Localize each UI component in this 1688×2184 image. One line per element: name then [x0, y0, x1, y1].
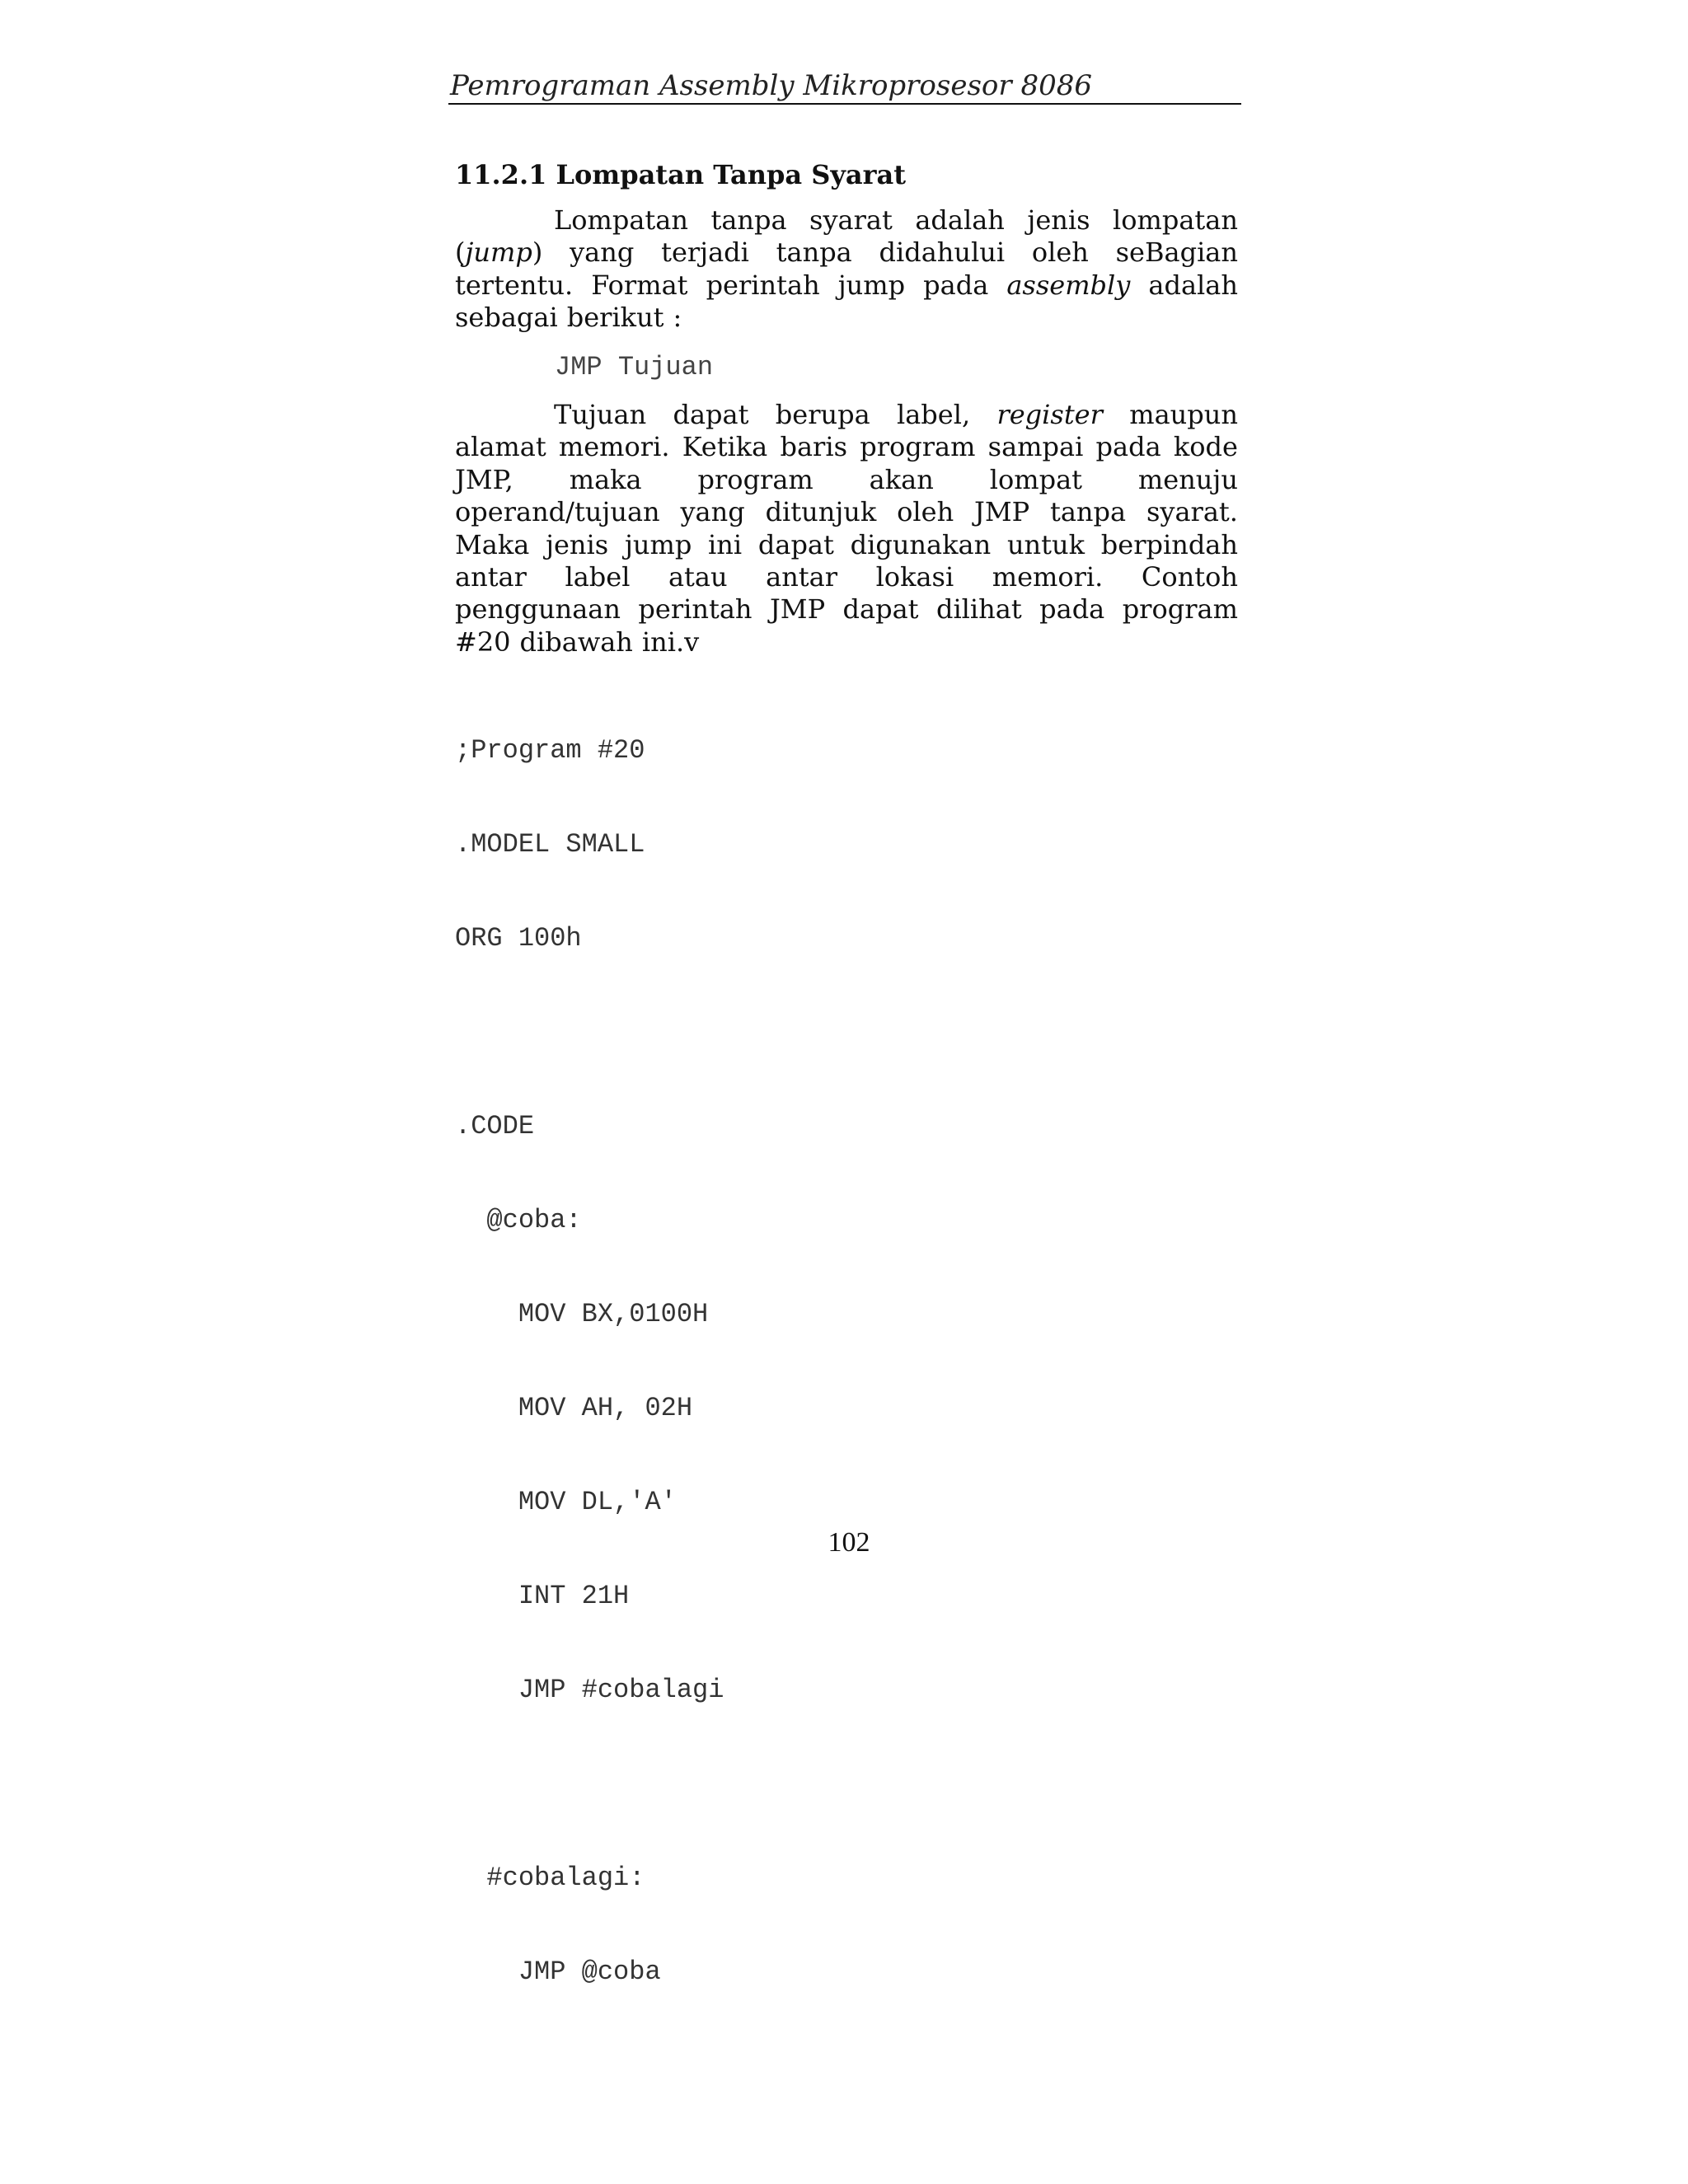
word: tertentu.	[455, 269, 574, 301]
word: Ketika	[682, 431, 768, 463]
paragraph-line	[455, 529, 1238, 561]
word: atau	[668, 560, 728, 593]
word: didahului	[879, 237, 1006, 269]
word: digunakan	[850, 528, 992, 560]
code-segment-directive: .CODE	[455, 1111, 535, 1141]
word: #20	[455, 626, 511, 658]
code-instruction: MOV DL,'A'	[455, 1487, 677, 1517]
word: jenis	[1027, 204, 1090, 236]
word: akan	[869, 463, 934, 495]
word: penggunaan	[455, 593, 621, 626]
word: jump	[837, 269, 906, 301]
running-header: Pemrograman Assembly Mikroprosesor 8086	[450, 69, 1092, 102]
word: dibawah	[519, 626, 633, 658]
word: antar	[455, 560, 527, 593]
word: program	[1122, 593, 1238, 626]
word: label	[565, 560, 631, 593]
program-listing	[455, 673, 724, 2050]
code-label: @coba:	[455, 1205, 582, 1235]
word: kode	[1173, 431, 1238, 463]
word: Maka	[455, 528, 530, 560]
word-assembly-italic: assembly	[1006, 269, 1131, 301]
word: tanpa	[710, 204, 787, 236]
word: pada	[1039, 593, 1105, 626]
word: sampai	[987, 431, 1084, 463]
code-instruction: MOV BX,0100H	[455, 1299, 709, 1329]
word: berupa	[775, 399, 870, 430]
word: antar	[766, 560, 838, 593]
word: jenis	[546, 528, 609, 560]
word: :	[673, 302, 682, 334]
word: adalah	[915, 204, 1005, 236]
word: perintah	[706, 269, 820, 301]
word: sebagai	[455, 302, 558, 334]
word: operand/tujuan	[455, 496, 660, 528]
word-jump-italic: (jump)	[455, 237, 543, 269]
word: berpindah	[1100, 528, 1238, 560]
word: yang	[680, 496, 745, 528]
code-org-directive: ORG 100h	[455, 923, 582, 954]
word: pada	[923, 269, 989, 301]
word: dapat	[757, 528, 834, 560]
word: Contoh	[1141, 560, 1238, 593]
paragraph-line	[455, 204, 1238, 237]
paragraph-line	[455, 464, 1238, 496]
word: memori.	[992, 560, 1104, 593]
page-number: 102	[828, 1527, 870, 1558]
word: maka	[569, 463, 642, 495]
word: seBagian	[1115, 237, 1238, 269]
paragraph-line	[455, 431, 1238, 463]
word: ini	[708, 528, 743, 560]
word: dapat	[842, 593, 919, 626]
word: label,	[896, 399, 971, 430]
word: adalah	[1148, 269, 1238, 301]
word: JMP,	[455, 463, 513, 495]
word: program	[860, 431, 976, 463]
paragraph-line	[455, 593, 1238, 626]
code-label: #cobalagi:	[455, 1863, 645, 1893]
paragraph-line	[455, 496, 1238, 528]
section-title: 11.2.1 Lompatan Tanpa Syarat	[455, 159, 907, 190]
word: perintah	[638, 593, 753, 626]
word-register-italic: register	[996, 399, 1103, 430]
word: pada	[1095, 431, 1161, 463]
jmp-syntax-code: JMP Tujuan	[555, 352, 714, 382]
word: syarat	[809, 204, 893, 236]
word: oleh	[897, 496, 954, 528]
code-blank-line	[455, 1769, 724, 1800]
word: jump	[624, 528, 692, 560]
word: terjadi	[661, 237, 749, 269]
word: Lompatan	[554, 204, 688, 236]
word: JMP	[769, 593, 826, 626]
paragraph-line	[455, 626, 1238, 658]
word: memori.	[558, 431, 670, 463]
paragraph-line	[455, 237, 1238, 269]
word-jump-inner: jump	[465, 237, 532, 269]
code-instruction: MOV AH, 02H	[455, 1393, 693, 1423]
code-instruction: INT 21H	[455, 1581, 630, 1611]
header-rule	[448, 103, 1241, 105]
word: lompat	[989, 463, 1082, 495]
word: dilihat	[935, 593, 1022, 626]
word: alamat	[455, 431, 546, 463]
paragraph-line	[455, 561, 1238, 593]
word: Tujuan	[554, 399, 647, 430]
word: ditunjuk	[765, 496, 877, 528]
word: oleh	[1031, 237, 1089, 269]
word: tanpa	[1049, 496, 1127, 528]
paragraph-intro	[455, 204, 1238, 335]
word: maupun	[1129, 399, 1238, 430]
paragraph-explanation	[455, 399, 1238, 658]
word: program	[697, 463, 814, 495]
code-instruction: JMP @coba	[455, 1957, 661, 1987]
word: JMP	[974, 496, 1030, 528]
code-comment: ;Program #20	[455, 735, 645, 766]
word: lompatan	[1113, 204, 1238, 236]
paragraph-line	[455, 399, 1238, 431]
word: menuju	[1137, 463, 1238, 495]
word: baris	[780, 431, 847, 463]
code-model-directive: .MODEL SMALL	[455, 829, 645, 860]
word: ini.v	[641, 626, 700, 658]
code-blank-line	[455, 1017, 724, 1048]
word: lokasi	[875, 560, 954, 593]
word: berikut	[566, 302, 664, 334]
word: Format	[591, 269, 688, 301]
code-instruction: JMP #cobalagi	[455, 1675, 724, 1705]
word: dapat	[673, 399, 749, 430]
word: syarat.	[1146, 496, 1238, 528]
paragraph-line	[455, 269, 1238, 302]
paragraph-line	[455, 302, 1238, 334]
word: yang	[570, 237, 635, 269]
word: tanpa	[776, 237, 852, 269]
word: untuk	[1006, 528, 1085, 560]
